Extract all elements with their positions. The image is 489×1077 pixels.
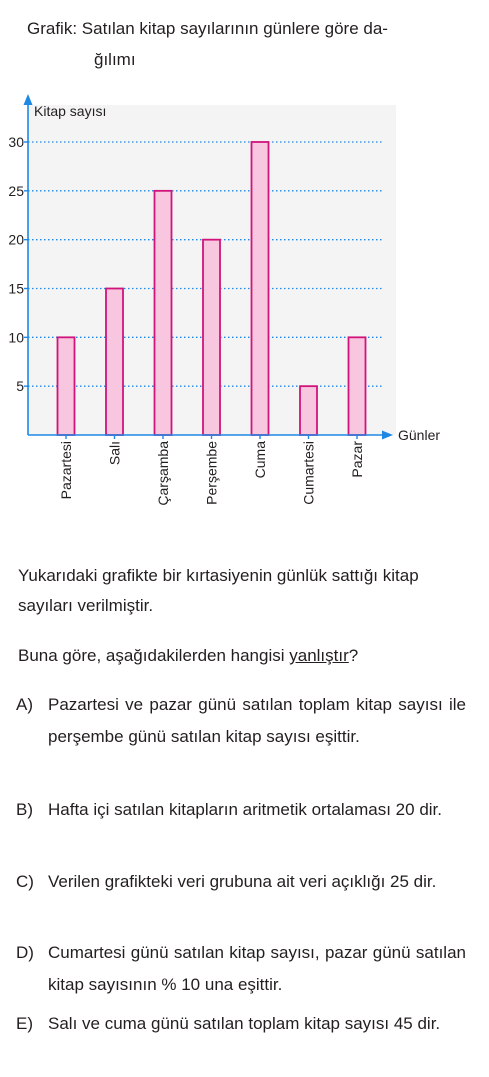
x-tick-label: Salı [106, 441, 123, 466]
y-tick-label: 25 [8, 182, 24, 199]
option-d-letter: D) [16, 943, 34, 962]
y-tick-label: 20 [8, 231, 24, 248]
bar-perşembe [203, 240, 220, 435]
question-emphasis: yanlıştır [289, 646, 349, 665]
option-b-text: Hafta içi satılan kitapların aritmetik ortalaması 20 dir. [48, 800, 442, 819]
bar-çarşamba [155, 191, 172, 435]
chart-title-line2: ğılımı [94, 50, 136, 69]
option-e-letter: E) [16, 1014, 33, 1033]
bar-pazar [349, 337, 366, 435]
option-a-letter: A) [16, 695, 33, 714]
option-c[interactable] [16, 866, 466, 898]
x-tick-label: Pazar [349, 441, 365, 478]
bar-salı [106, 289, 123, 436]
y-tick-label: 10 [8, 329, 24, 346]
chart-title [27, 13, 477, 75]
y-axis-label: Kitap sayısı [34, 103, 107, 119]
option-a[interactable] [16, 689, 466, 753]
y-tick-label: 15 [8, 280, 24, 297]
option-a-text: Pazartesi ve pazar günü satılan toplam kitap sayısı ile perşembe günü satılan kitap sayısı eşittir. [48, 695, 466, 746]
y-axis-arrow-icon [24, 94, 33, 105]
option-d[interactable] [16, 937, 466, 1001]
option-e-text: Salı ve cuma günü satılan toplam kitap sayısı 45 dir. [48, 1014, 441, 1033]
bar-cuma [252, 142, 269, 435]
option-c-letter: C) [16, 872, 34, 891]
x-tick-label: Perşembe [203, 441, 220, 505]
x-axis-label: Günler [398, 427, 441, 443]
bar-pazartesi [58, 337, 75, 435]
x-tick-label: Cuma [252, 441, 268, 479]
option-d-text: Cumartesi günü satılan kitap sayısı, pazar günü satılan kitap sayısının % 10 una eşittir. [48, 943, 466, 994]
bar-cumartesi [300, 386, 317, 435]
question-mark: ? [348, 646, 359, 665]
y-tick-label: 30 [8, 134, 24, 150]
option-b[interactable] [16, 794, 466, 826]
x-tick-label: Cumartesi [300, 441, 317, 505]
question-stem [18, 641, 358, 671]
bar-chart [0, 90, 489, 520]
chart-title-line1: Grafik: Satılan kitap sayılarının günlere göre da- [27, 19, 388, 38]
intro-text: Yukarıdaki grafikte bir kırtasiyenin günlük sattığı kitap sayıları verilmiştir. [18, 566, 419, 615]
x-tick-label: Çarşamba [155, 441, 171, 506]
x-tick-label: Pazartesi [58, 441, 74, 500]
option-b-letter: B) [16, 800, 33, 819]
option-e[interactable] [16, 1008, 466, 1040]
option-c-text: Verilen grafikteki veri grubuna ait veri açıklığı 25 dir. [48, 872, 437, 891]
question-text: Buna göre, aşağıdakilerden hangisi [18, 646, 290, 665]
y-tick-label: 5 [16, 378, 24, 395]
